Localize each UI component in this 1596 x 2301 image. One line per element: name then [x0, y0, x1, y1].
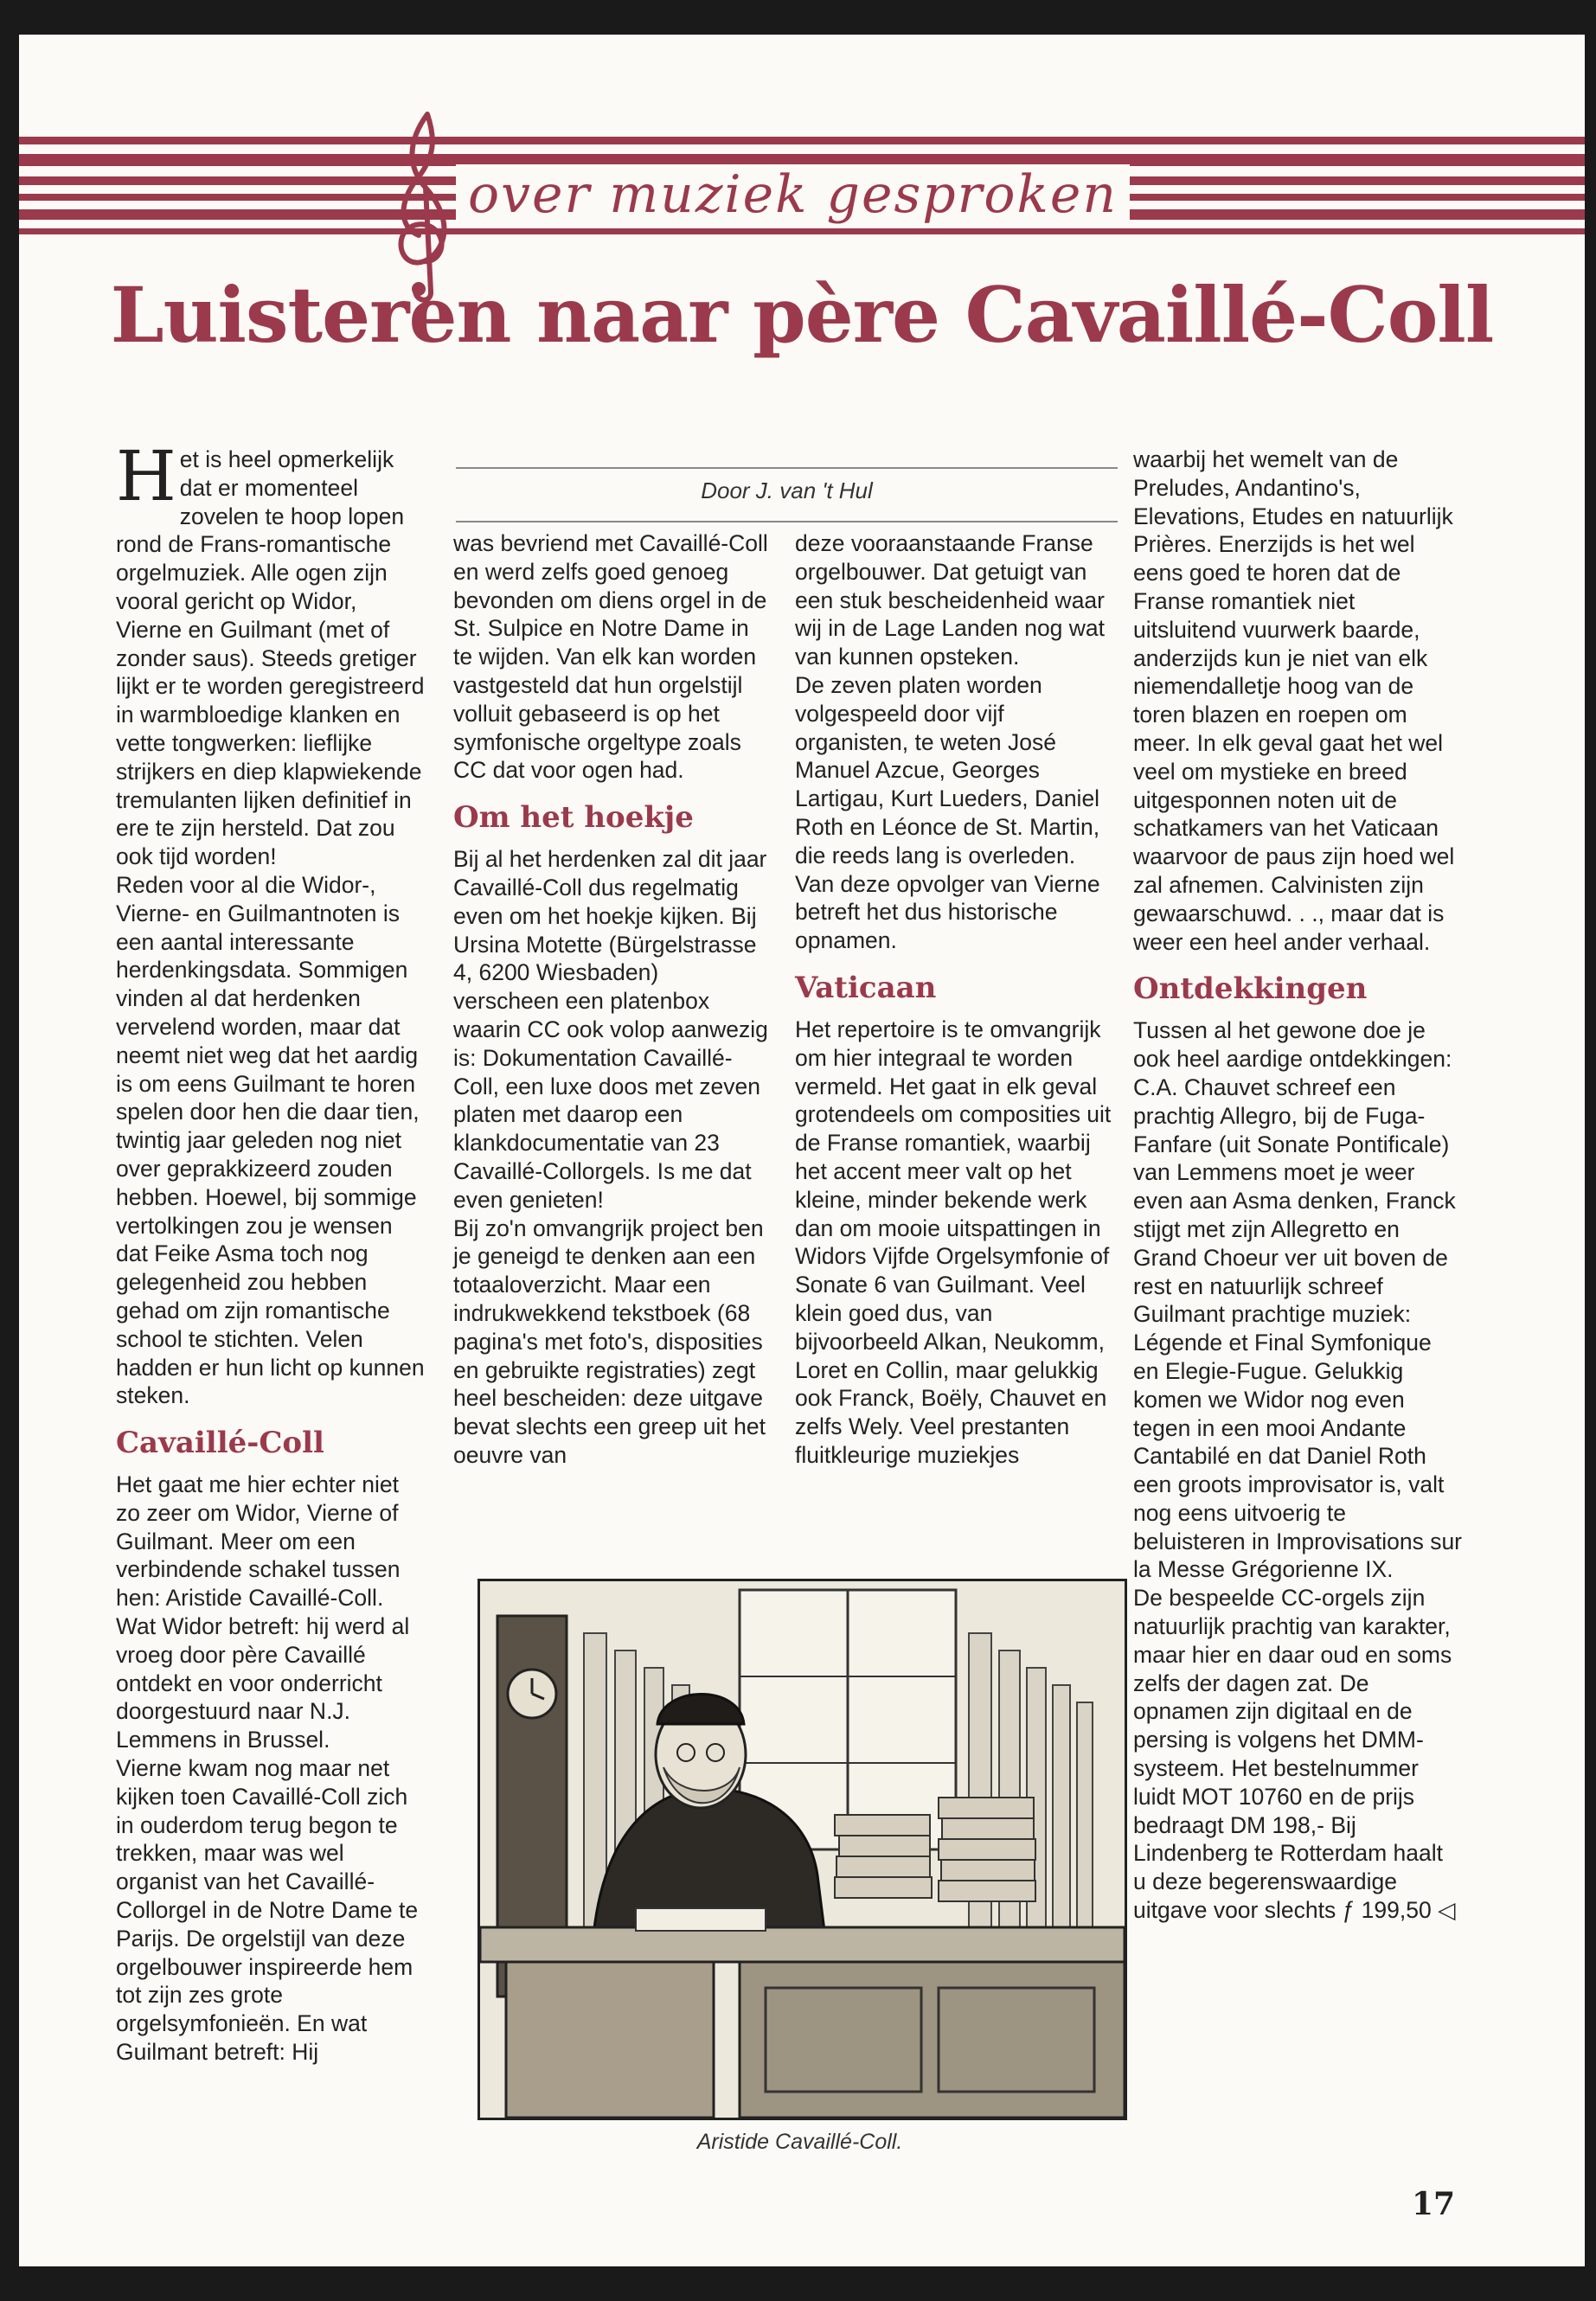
section-heading: Ontdekkingen [1133, 971, 1368, 1007]
paragraph: Vierne kwam nog maar net kijken toen Cavaillé-Coll zich in ouderdom terug begon te trekken, maar was wel organist van het Cavaillé-Collorgel in de Notre Dame te Parijs. De orgelstijl van deze orgelbouwer inspireerde hem tot zijn zes grote orgelsymfonieën. En wat Guilmant betreft: Hij [116, 1755, 419, 2066]
drop-cap: H [116, 436, 176, 516]
byline-box [456, 467, 1118, 522]
paragraph: Reden voor al die Widor-, Vierne- en Guilmantnoten is een aantal interessante herdenkingsdata. Sommigen vinden al dat herdenken vervelend worden, maar dat neemt niet weg dat het aardig is om eens Guilmant te horen spelen door hen die daar tien, twintig jaar geleden nog niet over geprakkizeerd zouden hebben. Hoewel, bij sommige vertolkingen zou je wensen dat Feike Asma toch nog gelegenheid zou hebben gehad om zijn romantische school te stichten. Velen hadden er hun licht op kunnen steken. [116, 871, 425, 1409]
paragraph: Bij al het herdenken zal dit jaar Cavaillé-Coll dus regelmatig even om het hoekje kijken. Bij Ursina Motette (Bürgelstrasse 4, 6200 Wiesbaden) verscheen een platenbox waarin CC ook volop aanwezig is: Dokumentation Cavaillé-Coll, een luxe doos met zeven platen met daarop een klankdocumentatie van 23 Cavaillé-Collorgels. Is me dat even genieten! [453, 846, 768, 1213]
page-number: 17 [1412, 2186, 1456, 2222]
paragraph: Tussen al het gewone doe je ook heel aardige ontdekkingen: C.A. Chauvet schreef een prachtig Allegro, bij de Fuga-Fanfare (uit Sonate Pontificale) van Lemmens moet je weer even aan Asma denken, Franck stijgt met zijn Allegretto en Grand Choeur ver uit boven de rest en natuurlijk schreef Guilmant prachtige muziek: Légende et Final Symfonique en Elegie-Fugue. Gelukkig komen we Widor nog even tegen in een mooi Andante Cantabilé en dat Daniel Roth een groots improvisator is, valt nog eens uitvoerig te beluisteren in Improvisations sur la Messe Grégorienne IX. [1133, 1017, 1463, 1583]
section-heading: Om het hoekje [453, 800, 694, 836]
paragraph: De zeven platen worden volgespeeld door vijf organisten, te weten José Manuel Azcue, Georges Lartigau, Kurt Lueders, Daniel Roth en Léonce de St. Martin, die reeds lang is overleden. Van deze opvolger van Vierne betreft het dus historische opnamen. [795, 671, 1100, 954]
paragraph: Het gaat me hier echter niet zo zeer om Widor, Vierne of Guilmant. Meer om een verbindende schakel tussen hen: Aristide Cavaillé-Coll. Wat Widor betreft: hij werd al vroeg door père Cavaillé ontdekt en voor onderricht doorgestuurd naar N.J. Lemmens in Brussel. [116, 1471, 410, 1753]
magazine-page [19, 35, 1585, 2266]
column-2 [453, 529, 769, 1470]
column-3 [795, 529, 1119, 1470]
portrait-illustration [478, 1579, 1127, 2120]
paragraph: waarbij het wemelt van de Preludes, Andantino's, Elevations, Etudes en natuurlijk Prières. Enerzijds is het wel eens goed te horen dat de Franse romantiek niet uitsluitend vuurwerk baarde, anderzijds kun je niet van elk niemendalletje hoog van de toren blazen en roepen om meer. In elk geval gaat het wel veel om mystieke en breed uitgesponnen noten uit de schatkamers van het Vaticaan waarvoor de paus zijn hoed wel zal afnemen. Calvinisten zijn gewaarschuwd. . ., maar dat is weer een heel ander verhaal. [1133, 446, 1455, 955]
section-banner: over muziek gesproken [456, 164, 1130, 225]
section-heading: Cavaillé-Coll [116, 1426, 324, 1461]
byline: Door J. van 't Hul [701, 478, 873, 503]
paragraph: De bespeelde CC-orgels zijn natuurlijk prachtig van karakter, maar hier en daar oud en soms zelfs der dagen zat. De opnamen zijn digitaal en de persing is volgens het DMM-systeem. Het bestelnummer luidt MOT 10760 en de prijs bedraagt DM 198,- Bij Lindenberg te Rotterdam haalt u deze begerenswaardige uitgave voor slechts ƒ 199,50 ◁ [1133, 1585, 1456, 1924]
paragraph: Bij zo'n omvangrijk project ben je geneigd te denken aan een totaaloverzicht. Maar een indrukwekkend tekstboek (68 pagina's met foto's, disposities en gebruikte registraties) zegt heel bescheiden: deze uitgave bevat slechts een greep uit het oeuvre van [453, 1215, 766, 1468]
column-4 [1133, 445, 1462, 1925]
paragraph: was bevriend met Cavaillé-Coll en werd zelfs goed genoeg bevonden om diens orgel in de St. Sulpice en Notre Dame in te wijden. Van elk kan worden vastgesteld dat hun orgelstijl volluit gebaseerd is op het symfonische orgeltype zoals CC dat voor ogen had. [453, 530, 768, 784]
paragraph: Het repertoire is te omvangrijk om hier integraal te worden vermeld. Het gaat in elk geval grotendeels om composities uit de Franse romantiek, waarbij het accent meer valt op het kleine, minder bekende werk dan om mooie uitspattingen in Widors Vijfde Orgelsymfonie of Sonate 6 van Guilmant. Veel klein goed dus, van bijvoorbeeld Alkan, Neukomm, Loret en Collin, maar gelukkig ook Franck, Boëly, Chauvet en zelfs Wely. Veel prestanten fluitkleurige muziekjes [795, 1016, 1112, 1468]
engraving-portrait [480, 1581, 1125, 2118]
article-title: Luisteren naar père Cavaillé-Coll [110, 270, 1494, 360]
paragraph: Het is heel opmerkelijk dat er momenteel zovelen te hoop lopen rond de Frans-romantische orgelmuziek. Alle ogen zijn vooral gericht op Widor, Vierne en Guilmant (met of zonder saus). Steeds gretiger lijkt er te worden geregistreerd in warmbloedige klanken en vette tongwerken: lieflijke strijkers en diep klapwiekende tremulanten lijken definitief in ere te zijn hersteld. Dat zou ook tijd worden! [116, 436, 425, 870]
figure-caption: Aristide Cavaillé-Coll. [696, 2130, 903, 2154]
section-heading: Vaticaan [795, 970, 937, 1005]
column-1 [116, 436, 427, 2067]
paragraph: deze vooraanstaande Franse orgelbouwer. Dat getuigt van een stuk bescheidenheid waar wij in de Lage Landen nog wat van kunnen opsteken. [795, 530, 1106, 670]
